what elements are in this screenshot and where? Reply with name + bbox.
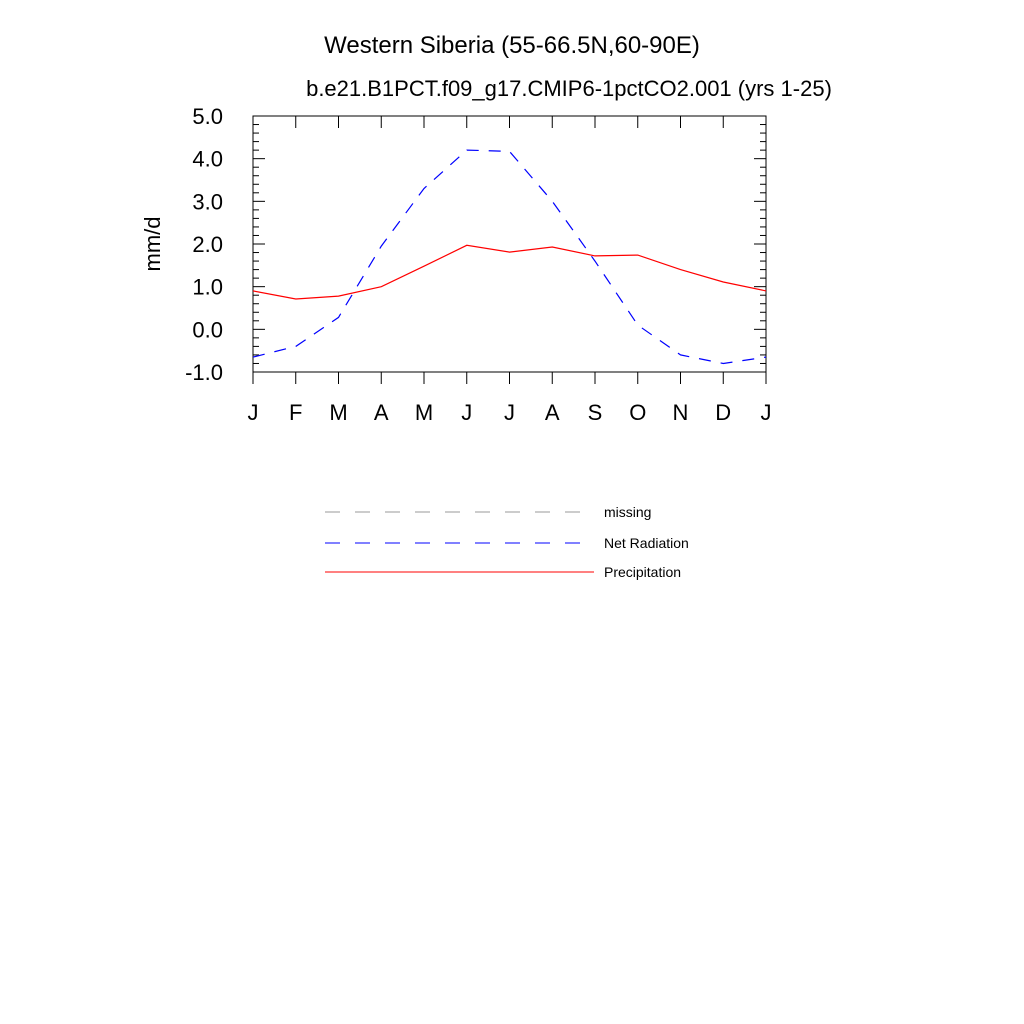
x-tick-label: J (760, 400, 772, 425)
x-tick-label: M (329, 400, 348, 425)
x-tick-label: N (672, 400, 689, 425)
chart-subtitle: b.e21.B1PCT.f09_g17.CMIP6-1pctCO2.001 (yrs 1-25) (306, 76, 832, 101)
x-tick-label: J (504, 400, 515, 425)
legend-label: Net Radiation (604, 535, 689, 551)
y-tick-label: 0.0 (192, 317, 223, 343)
series-line-net-radiation (253, 150, 766, 363)
series-lines (253, 150, 766, 363)
x-tick-label: A (544, 400, 560, 425)
chart-title: Western Siberia (55-66.5N,60-90E) (324, 32, 700, 59)
plot-frame (253, 116, 766, 372)
axis-ticks (253, 116, 766, 384)
y-tick-label: 1.0 (192, 274, 223, 300)
legend (325, 504, 689, 580)
x-tick-label: O (629, 400, 647, 425)
x-tick-label: A (373, 400, 389, 425)
x-tick-label: J (461, 400, 473, 425)
y-axis-label: mm/d (140, 216, 165, 272)
y-tick-label: 5.0 (192, 104, 223, 129)
legend-label: missing (604, 504, 652, 520)
series-line-precipitation (253, 245, 766, 299)
x-tick-label: D (715, 400, 732, 425)
y-tick-label: 4.0 (192, 146, 223, 172)
x-tick-label: S (587, 400, 603, 425)
legend-label: Precipitation (604, 564, 682, 580)
x-tick-label: F (289, 400, 303, 425)
tick-labels (185, 104, 771, 425)
x-tick-label: J (247, 400, 259, 425)
y-tick-label: -1.0 (185, 360, 223, 385)
y-tick-label: 3.0 (192, 189, 223, 215)
x-tick-label: M (414, 400, 434, 425)
y-tick-label: 2.0 (192, 232, 223, 257)
